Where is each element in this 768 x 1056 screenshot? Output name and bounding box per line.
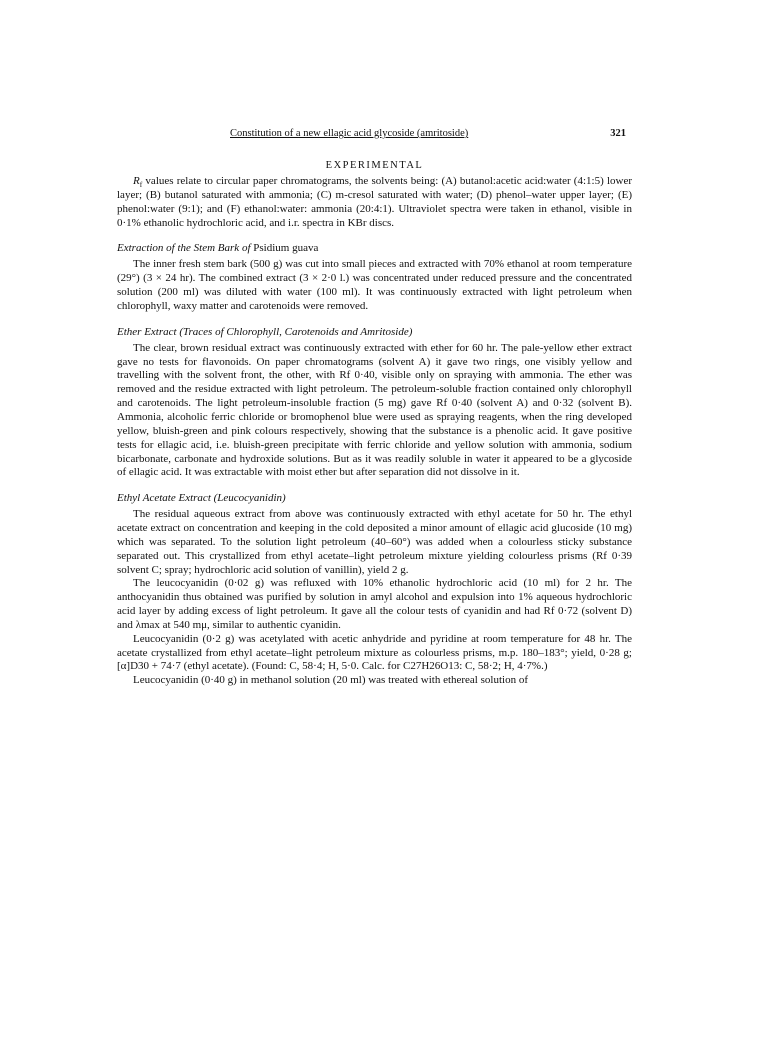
ethyl-paragraph-4: Leucocyanidin (0·40 g) in methanol solution (20 ml) was treated with ethereal solution of <box>133 674 528 687</box>
ether-heading-paren: (Traces of Chlorophyll, Carotenoids and Amritoside) <box>179 325 413 338</box>
ethyl-heading <box>117 491 632 505</box>
ethyl-paragraph-3: Leucocyanidin (0·2 g) was acetylated with acetic anhydride and pyridine at room temperature for 48 hr. The acetate crystallized from ethyl acetate–light petroleum mixture as colourless prisms, m.p. 180–183°; yield, 0·28 g; [α]D30 + 74·7 (ethyl acetate). (Found: C, 58·4; H, 5·0. Calc. for C27H26O13: C, 58·2; H, 4·7%.) <box>117 632 632 673</box>
page <box>117 128 632 688</box>
intro-paragraph <box>117 175 632 230</box>
intro-text: values relate to circular paper chromatograms, the solvents being: (A) butanol:acetic acid:water (4:1:5) lower layer; (B) butanol saturated with ammonia; (C) m-cresol saturated with water; (D) phenol–water upper layer; (E) phenol:water (9:1); and (F) ethanol:water: ammonia (20:4:1). Ultraviolet spectra were taken in ethanol, visible in 0·1% ethanolic hydrochloric acid, and i.r. spectra in KBr discs. <box>117 175 632 229</box>
running-title: Constitution of a new ellagic acid glycoside (amritoside) <box>230 128 469 139</box>
ethyl-heading-paren: (Leucocyanidin) <box>213 492 286 505</box>
ethyl-paragraph-2: The leucocyanidin (0·02 g) was refluxed with 10% ethanolic hydrochloric acid (10 ml) for 2 hr. The anthocyanidin thus obtained was purified by solution in amyl alcohol and expulsion into 1% aqueous hydrochloric acid layer by adding excess of light petroleum. It gave all the colour tests of cyanidin and had Rf 0·72 (solvent D) and λmax at 540 mμ, similar to authentic cyanidin. <box>117 577 632 631</box>
ethyl-paragraph-1: The residual aqueous extract from above was continuously extracted with ethyl acetate for 50 hr. The ethyl acetate extract on concentration and keeping in the cold deposited a minor amount of ellagic acid glucoside (10 mg) which was separated. To the solution light petroleum (40–60°) was added when a colourless sticky substance separated out. This crystallized from ethyl acetate–light petroleum mixture yielding colourless prisms (Rf 0·39 solvent C; spray; hydrochloric acid solution of vanillin), yield 2 g. <box>117 508 632 576</box>
extraction-heading-text: Extraction of the Stem Bark of <box>117 242 254 255</box>
extraction-paragraph: The inner fresh stem bark (500 g) was cut into small pieces and extracted with 70% ethanol at room temperature (29°) (3 × 24 hr). The combined extract (3 × 2·0 l.) was concentrated under reduced pressure and the concentrated solution (200 ml) was diluted with water (100 ml). It was continuously extracted with light petroleum when chlorophyll, waxy matter and carotenoids were removed. <box>117 258 632 312</box>
ether-heading <box>117 325 632 339</box>
running-header <box>117 128 632 148</box>
ethyl-heading-text: Ethyl Acetate Extract <box>117 492 214 505</box>
species-name: Psidium guava <box>253 242 319 255</box>
rf-subscript: f <box>139 180 143 190</box>
ether-heading-text: Ether Extract <box>117 325 180 338</box>
ether-paragraph: The clear, brown residual extract was continuously extracted with ether for 60 hr. The pale-yellow ether extract gave no tests for flavonoids. On paper chromatograms (solvent A) it gave two rings, one visibly yellow and travelling with the solvent front, the other, with Rf 0·40, visible only on spraying with ammonia. The ether was removed and the residue extracted with light petroleum. The petroleum-soluble fraction contained only chlorophyll and carotenoids. The light petroleum-insoluble fraction (5 mg) gave Rf 0·40 (solvent A) and 0·32 (solvent B). Ammonia, alcoholic ferric chloride or bromophenol blue were used as spraying reagents, when the ring developed yellow, bluish-green and pink colours respectively, showing that the substance is a phenolic acid. It gave positive tests for ellagic acid, i.e. bluish-green precipitate with ferric chloride and yellow solution with ammonia, sodium bicarbonate, carbonate and hydroxide solutions. But as it was readily soluble in water it appeared to be a glycoside of ellagic acid. It was extractable with moist ether but after separation did not dissolve in it. <box>117 341 632 479</box>
extraction-heading <box>117 241 632 255</box>
section-title: EXPERIMENTAL <box>325 160 424 171</box>
rf-symbol: R <box>133 175 140 187</box>
page-number: 321 <box>610 128 626 139</box>
